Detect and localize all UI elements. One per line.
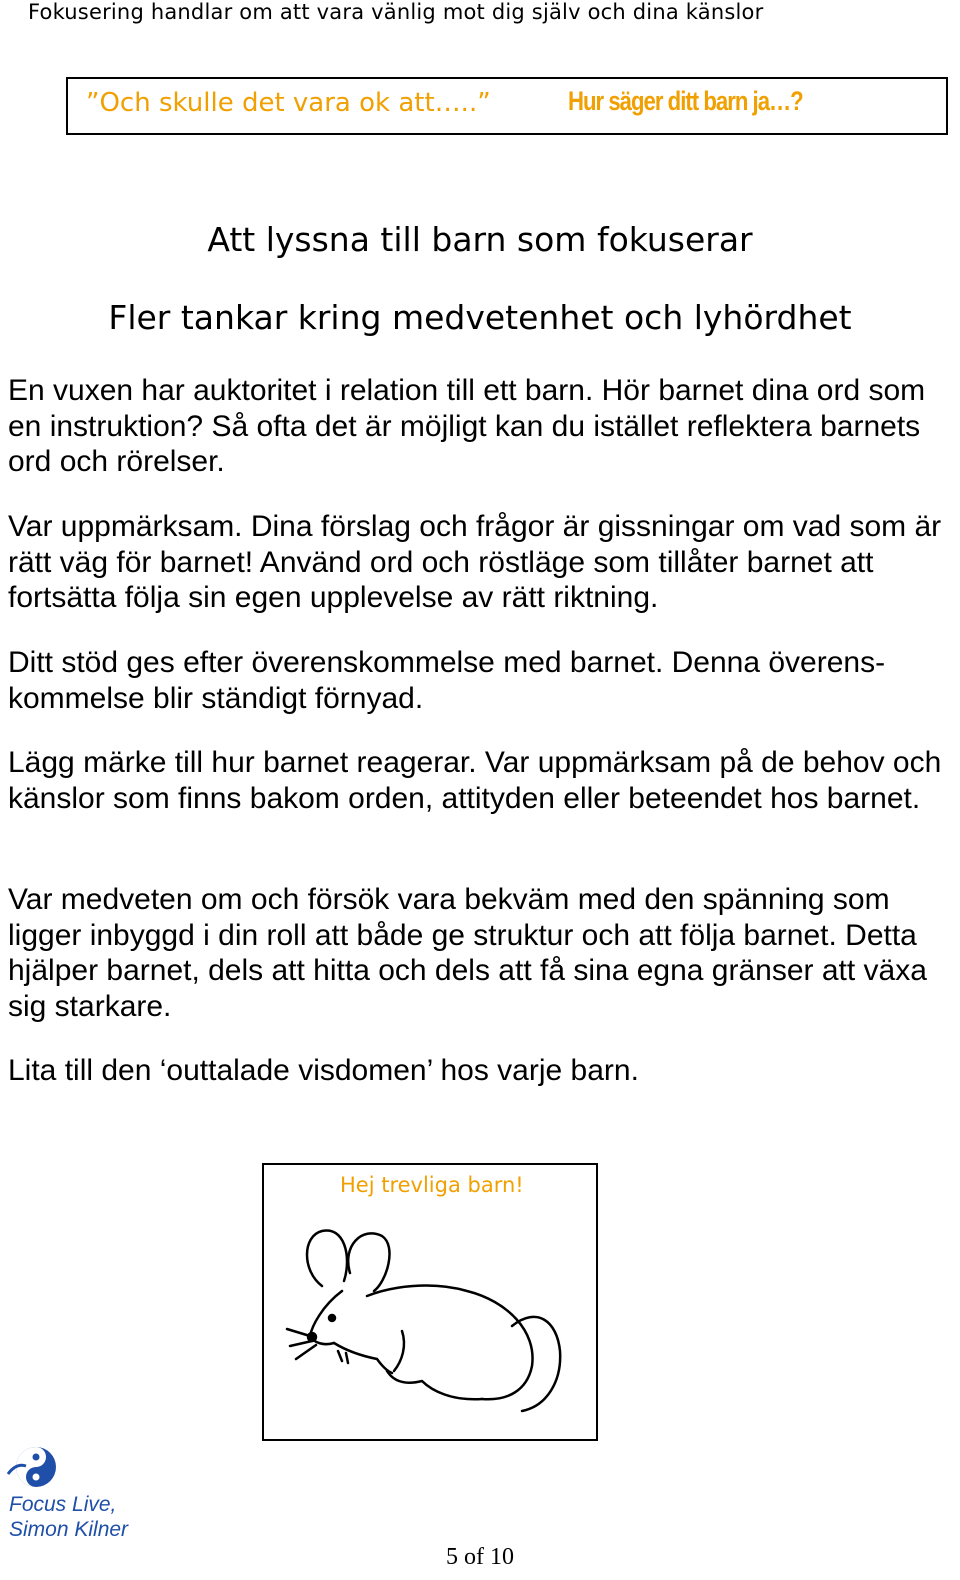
- callout-heading: Hur säger ditt barn ja…?: [568, 86, 803, 116]
- mouse-drawing: [282, 1211, 582, 1431]
- mouse-illustration: [262, 1163, 598, 1441]
- callout-question: ”Och skulle det vara ok att…..”: [86, 88, 491, 118]
- paragraph: Ditt stöd ges efter överenskommelse med barnet. Denna överens-kommelse blir ständigt förnyad.: [8, 646, 886, 715]
- speech-text: Hej trevliga barn!: [340, 1173, 524, 1197]
- paragraph: En vuxen har auktoritet i relation till ett barn. Hör barnet dina ord som en instruktion? Så ofta det är möjligt kan du istället reflektera barnets ord och rörelser.: [8, 374, 926, 478]
- logo-line-2: Simon Kilner: [9, 1518, 129, 1541]
- focus-live-logo-icon: [6, 1444, 56, 1490]
- logo-line-1: Focus Live,: [9, 1493, 117, 1516]
- page-number: 5 of 10: [446, 1544, 514, 1570]
- paragraph: Lägg märke till hur barnet reagerar. Var uppmärksam på de behov och känslor som finns bakom orden, attityden eller beteendet hos barnet.: [8, 746, 942, 815]
- paragraph: Var uppmärksam. Dina förslag och frågor är gissningar om vad som är rätt väg för barnet! Använd ord och röstläge som tillåter barnet att fortsätta följa sin egen upplevelse av rätt riktning.: [8, 510, 942, 614]
- paragraph: Var medveten om och försök vara bekväm med den spänning som ligger inbyggd i din roll att både ge struktur och att följa barnet. Detta hjälper barnet, dels att hitta och dels att få sina egna gränser att växa sig starkare.: [8, 883, 927, 1023]
- paragraph: Lita till den ‘outtalade visdomen’ hos varje barn.: [8, 1054, 639, 1087]
- page-subtitle: Fler tankar kring medvetenhet och lyhördhet: [108, 298, 852, 337]
- page-title: Att lyssna till barn som fokuserar: [207, 220, 753, 259]
- running-header: Fokusering handlar om att vara vänlig mot dig själv och dina känslor: [28, 0, 764, 24]
